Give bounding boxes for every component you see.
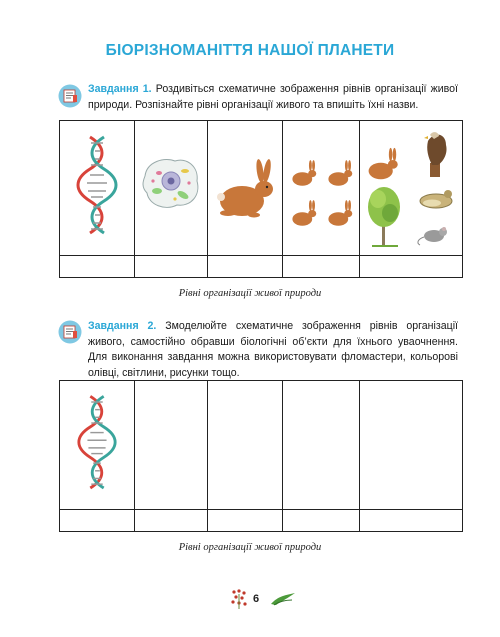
cell-icon — [135, 121, 207, 255]
answer-cell-1[interactable] — [60, 256, 135, 278]
answer-cell-3[interactable] — [208, 256, 283, 278]
answer-cell-5[interactable] — [360, 256, 463, 278]
level-cell-ecosystem — [360, 121, 463, 256]
answer-cell-2[interactable] — [135, 256, 208, 278]
task2-text — [88, 319, 458, 381]
task2-label: Завдання 2. — [88, 320, 157, 332]
task2-caption: Рівні організації живої природи — [178, 542, 322, 553]
model-cell-5[interactable] — [360, 381, 463, 510]
level-cell-cellular — [135, 121, 208, 256]
model-answer-cell-3[interactable] — [208, 510, 283, 532]
mouse-icon — [418, 227, 447, 245]
model-answer-cell-2[interactable] — [135, 510, 208, 532]
level-cell-population — [283, 121, 360, 256]
task-book-icon — [58, 84, 82, 108]
dna-icon — [60, 381, 134, 509]
task-book-icon — [58, 320, 82, 344]
page-number: 6 — [253, 593, 260, 605]
model-answer-cell-1[interactable] — [60, 510, 135, 532]
rabbit-group-icon — [283, 121, 359, 255]
model-answer-cell-5[interactable] — [360, 510, 463, 532]
task2-body: Змоделюйте схематичне зображення рівнів організації живого, самостійно обравши біологічні об’єкти для їхнього уваочнення. Для виконання завдання можна використовувати фломастери, кольорові олівці, світлини, рисунки тощо. — [88, 320, 458, 379]
flower-icon — [228, 588, 250, 610]
task1-label: Завдання 1. — [88, 83, 152, 95]
model-answer-cell-4[interactable] — [283, 510, 360, 532]
eagle-icon — [424, 132, 447, 177]
ecosystem-icon — [360, 121, 460, 255]
model-cell-4[interactable] — [283, 381, 360, 510]
task2-table — [59, 380, 463, 532]
task1-text — [88, 82, 458, 113]
level-cell-molecular — [60, 121, 135, 256]
task1-table — [59, 120, 463, 278]
rabbit-icon — [208, 121, 282, 255]
page-title: БІОРІЗНОМАНІТТЯ НАШОЇ ПЛАНЕТИ — [105, 42, 395, 59]
dna-icon — [60, 121, 134, 255]
small-rabbit-icon — [369, 148, 398, 179]
answer-cell-4[interactable] — [283, 256, 360, 278]
level-cell-organism — [208, 121, 283, 256]
grass-icon — [270, 592, 296, 606]
snake-icon — [420, 190, 452, 208]
tree-icon — [368, 187, 400, 247]
task1-body: Роздивіться схематичне зображення рівнів організації живої природи. Розпізнайте рівні організації живого та впишіть їхні назви. — [88, 83, 458, 111]
model-cell-2[interactable] — [135, 381, 208, 510]
task1-caption: Рівні організації живої природи — [178, 288, 322, 299]
model-cell-3[interactable] — [208, 381, 283, 510]
model-cell-1 — [60, 381, 135, 510]
